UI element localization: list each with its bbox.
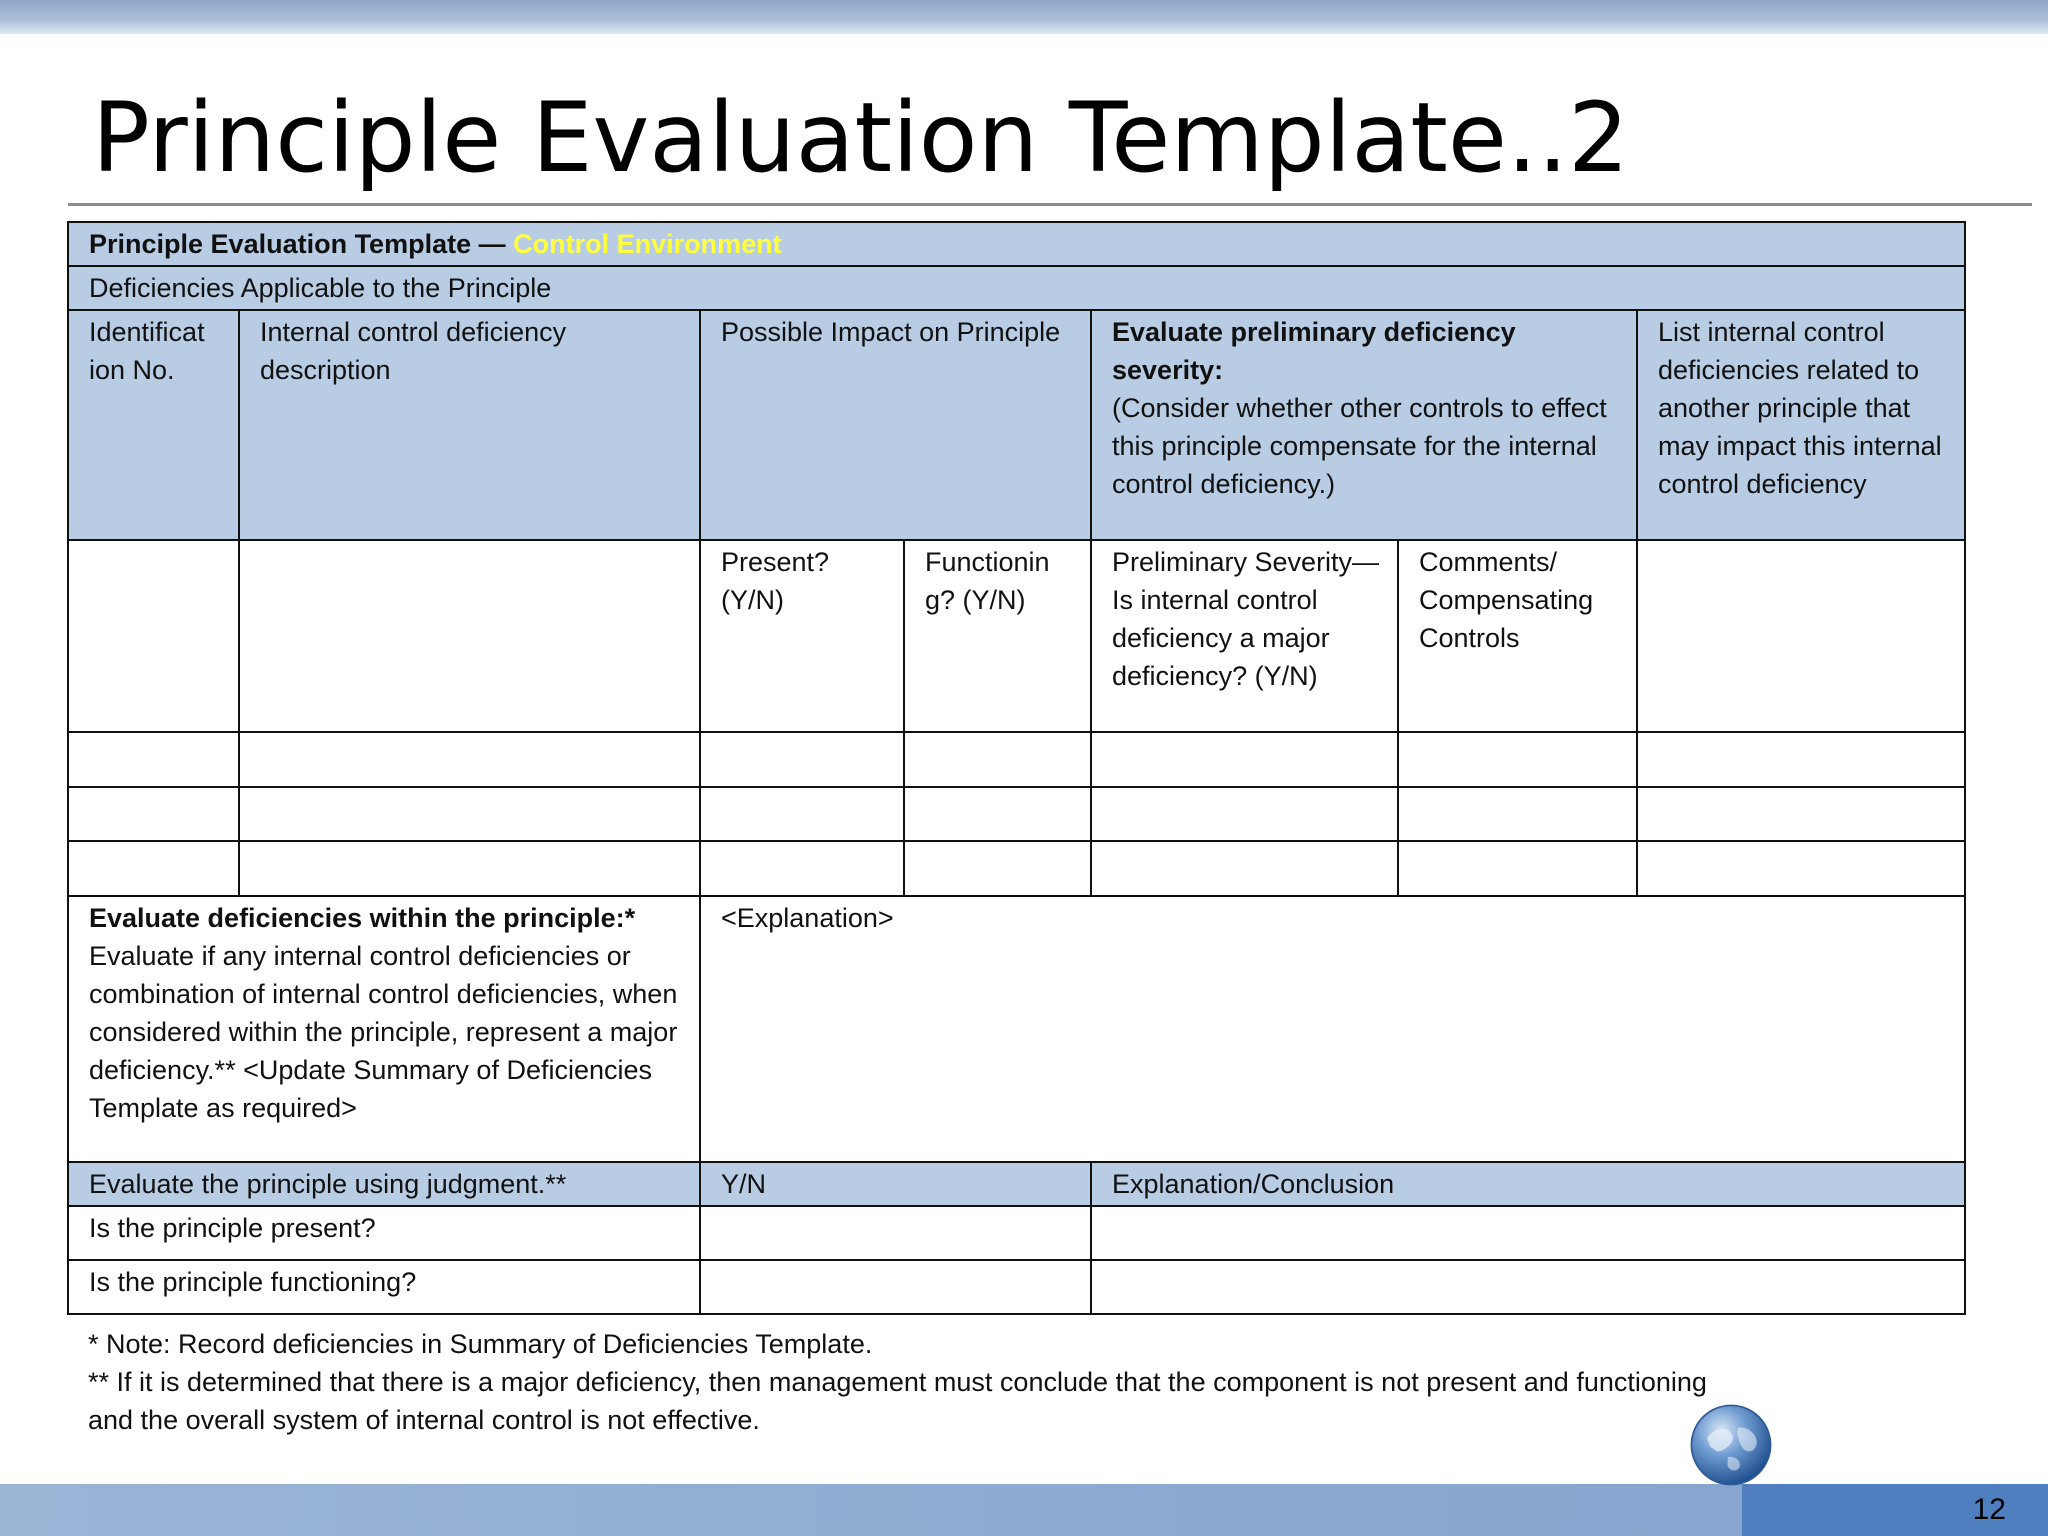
empty-cell[interactable]: [1091, 732, 1398, 787]
empty-cell[interactable]: [1091, 841, 1398, 896]
subheader-cell: Deficiencies Applicable to the Principle: [68, 266, 1965, 310]
empty-cell[interactable]: [904, 732, 1091, 787]
empty-cell: [239, 540, 700, 732]
evaluate-within-cell: [68, 896, 700, 1162]
footnote-2: ** If it is determined that there is a major deficiency, then management must conclude that the component is not present and functioning: [88, 1367, 1707, 1397]
principle-evaluation-table: [67, 221, 1966, 1315]
empty-cell[interactable]: [1398, 787, 1637, 841]
empty-cell[interactable]: [1091, 787, 1398, 841]
bottom-decorative-bar: [0, 1484, 1742, 1536]
table-row: [68, 841, 1965, 896]
judgment-yn-header: Y/N: [700, 1162, 1091, 1206]
severity-note: (Consider whether other controls to effect this principle compensate for the internal control deficiency.): [1112, 393, 1607, 499]
functioning-yn-cell[interactable]: [700, 1260, 1091, 1314]
table-title-row: [68, 222, 1965, 266]
table-row: [68, 732, 1965, 787]
empty-cell[interactable]: [68, 732, 239, 787]
table-row: [68, 787, 1965, 841]
severity-title: Evaluate preliminary deficiency severity:: [1112, 317, 1516, 385]
footnote-2-continued: and the overall system of internal control is not effective.: [88, 1405, 760, 1435]
page-number-box: [1742, 1484, 2048, 1536]
empty-cell[interactable]: [1398, 732, 1637, 787]
empty-cell[interactable]: [68, 787, 239, 841]
evaluate-within-row: [68, 896, 1965, 1162]
empty-cell[interactable]: [68, 841, 239, 896]
table-title: Principle Evaluation Template —: [89, 229, 506, 259]
subheader-preliminary-severity: Preliminary Severity— Is internal control deficiency a major deficiency? (Y/N): [1091, 540, 1398, 732]
empty-cell[interactable]: [1398, 841, 1637, 896]
globe-logo-icon: [1688, 1402, 1774, 1488]
empty-cell[interactable]: [1637, 841, 1965, 896]
empty-cell[interactable]: [700, 732, 904, 787]
subheader-functioning: Functionin g? (Y/N): [904, 540, 1091, 732]
functioning-conclusion-cell[interactable]: [1091, 1260, 1965, 1314]
slide-title: Principle Evaluation Template..2: [92, 82, 1630, 194]
header-evaluate-severity: [1091, 310, 1637, 540]
header-related-deficiencies: List internal control deficiencies related to another principle that may impact this internal control deficiency: [1637, 310, 1965, 540]
header-identification-no: Identificat ion No.: [68, 310, 239, 540]
question-present: Is the principle present?: [68, 1206, 700, 1260]
subheader-row: [68, 266, 1965, 310]
empty-cell: [68, 540, 239, 732]
subheader-present: Present? (Y/N): [700, 540, 904, 732]
present-yn-cell[interactable]: [700, 1206, 1091, 1260]
table-title-accent: Control Environment: [513, 229, 782, 259]
present-conclusion-cell[interactable]: [1091, 1206, 1965, 1260]
top-decorative-bar: [0, 0, 2048, 34]
empty-cell[interactable]: [904, 841, 1091, 896]
header-possible-impact: Possible Impact on Principle: [700, 310, 1091, 540]
title-divider: [68, 203, 2032, 206]
empty-cell[interactable]: [700, 841, 904, 896]
sub-header-row: [68, 540, 1965, 732]
empty-cell[interactable]: [1637, 787, 1965, 841]
empty-cell[interactable]: [239, 732, 700, 787]
principle-functioning-row: [68, 1260, 1965, 1314]
empty-cell[interactable]: [904, 787, 1091, 841]
empty-cell: [1637, 540, 1965, 732]
page-number: 12: [1972, 1493, 2006, 1526]
principle-present-row: [68, 1206, 1965, 1260]
judgment-label: Evaluate the principle using judgment.**: [68, 1162, 700, 1206]
empty-cell[interactable]: [1637, 732, 1965, 787]
header-deficiency-description: Internal control deficiency description: [239, 310, 700, 540]
empty-cell[interactable]: [700, 787, 904, 841]
subheader-comments: Comments/ Compensating Controls: [1398, 540, 1637, 732]
empty-cell[interactable]: [239, 787, 700, 841]
judgment-header-row: [68, 1162, 1965, 1206]
evaluate-within-title: Evaluate deficiencies within the principle:*: [89, 903, 636, 933]
footnote-1: * Note: Record deficiencies in Summary of Deficiencies Template.: [88, 1329, 873, 1359]
empty-cell[interactable]: [239, 841, 700, 896]
table-title-cell: [68, 222, 1965, 266]
explanation-cell[interactable]: <Explanation>: [700, 896, 1965, 1162]
evaluate-within-body: Evaluate if any internal control deficiencies or combination of internal control deficiencies, when considered within the principle, represent a major deficiency.** <Update Summary of Deficiencies Template as required>: [89, 941, 678, 1123]
question-functioning: Is the principle functioning?: [68, 1260, 700, 1314]
judgment-conclusion-header: Explanation/Conclusion: [1091, 1162, 1965, 1206]
column-header-row: [68, 310, 1965, 540]
footnotes: [88, 1325, 1888, 1439]
